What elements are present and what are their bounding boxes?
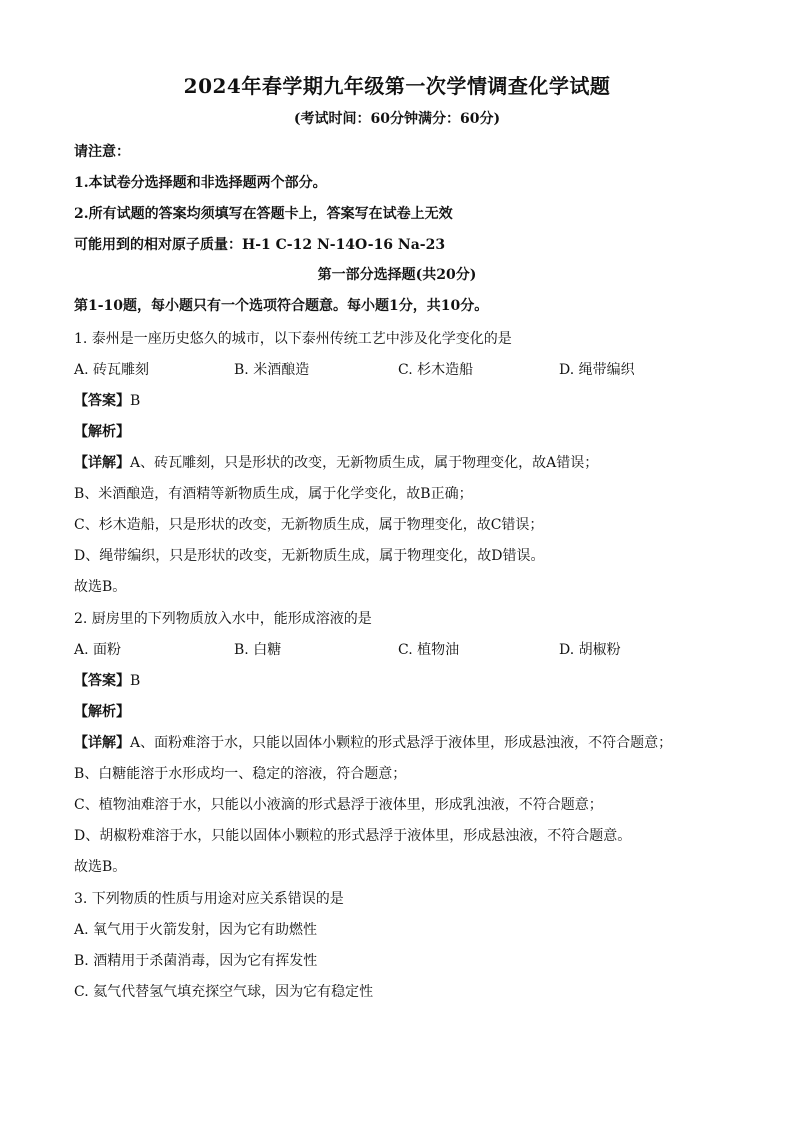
- question-2-analysis-label: 【解析】: [74, 704, 130, 720]
- question-3-option-b: B. 酒精用于杀菌消毒，因为它有挥发性: [74, 953, 318, 969]
- question-2-conclusion: 故选B。: [74, 859, 127, 875]
- question-1-option-c: C. 杉木造船: [398, 362, 474, 378]
- detail-label: 【详解】: [74, 455, 130, 471]
- question-1-option-d: D. 绳带编织: [559, 362, 635, 378]
- section-instruction: 第1-10题，每小题只有一个选项符合题意。每小题1分，共10分。: [74, 298, 489, 314]
- question-3-option-c: C. 氦气代替氢气填充探空气球，因为它有稳定性: [74, 984, 374, 1000]
- question-2-option-a: A. 面粉: [74, 642, 122, 658]
- detail-text: A、砖瓦雕刻，只是形状的改变，无新物质生成，属于物理变化，故A错误；: [130, 455, 599, 471]
- question-1-analysis-label: 【解析】: [74, 424, 130, 440]
- question-3-option-a: A. 氧气用于火箭发射，因为它有助燃性: [74, 922, 318, 938]
- detail-label: 【详解】: [74, 735, 130, 751]
- notice-item-2: 2.所有试题的答案均须填写在答题卡上，答案写在试卷上无效: [74, 206, 453, 222]
- notice-heading: 请注意：: [74, 144, 130, 160]
- page-title: 2024年春学期九年级第一次学情调查化学试题: [183, 74, 611, 98]
- question-2-option-c: C. 植物油: [398, 642, 460, 658]
- question-2-option-b: B. 白糖: [234, 642, 282, 658]
- question-1-detail-1: [74, 452, 598, 472]
- question-1-detail-4: D、绳带编织，只是形状的改变，无新物质生成，属于物理变化，故D错误。: [74, 548, 545, 564]
- answer-label: 【答案】: [74, 673, 130, 689]
- answer-value: B: [130, 673, 141, 689]
- question-1-detail-3: C、杉木造船，只是形状的改变，无新物质生成，属于物理变化，故C错误；: [74, 517, 544, 533]
- question-2-stem: 2. 厨房里的下列物质放入水中，能形成溶液的是: [74, 611, 372, 627]
- question-2-detail-4: D、胡椒粉难溶于水，只能以固体小颗粒的形式悬浮于液体里，形成悬浊液，不符合题意。: [74, 828, 632, 844]
- question-1-stem: 1. 泰州是一座历史悠久的城市，以下泰州传统工艺中涉及化学变化的是: [74, 331, 512, 347]
- question-2-answer: [74, 670, 140, 690]
- question-3-stem: 3. 下列物质的性质与用途对应关系错误的是: [74, 891, 344, 907]
- question-1-option-a: A. 砖瓦雕刻: [74, 362, 150, 378]
- atomic-masses: 可能用到的相对原子质量：H-1 C-12 N-14O-16 Na-23: [74, 237, 446, 253]
- question-2-option-d: D. 胡椒粉: [559, 642, 621, 658]
- question-1-conclusion: 故选B。: [74, 579, 127, 595]
- question-2-detail-3: C、植物油难溶于水，只能以小液滴的形式悬浮于液体里，形成乳浊液，不符合题意；: [74, 797, 603, 813]
- answer-label: 【答案】: [74, 393, 130, 409]
- detail-text: A、面粉难溶于水，只能以固体小颗粒的形式悬浮于液体里，形成悬浊液，不符合题意；: [130, 735, 673, 751]
- section-heading: 第一部分选择题(共20分): [317, 267, 477, 283]
- notice-item-1: 1.本试卷分选择题和非选择题两个部分。: [74, 175, 327, 191]
- question-1-option-b: B. 米酒酿造: [234, 362, 310, 378]
- question-2-detail-2: B、白糖能溶于水形成均一、稳定的溶液，符合题意；: [74, 766, 407, 782]
- question-1-answer: [74, 390, 140, 410]
- question-1-detail-2: B、米酒酿造，有酒精等新物质生成，属于化学变化，故B正确；: [74, 486, 473, 502]
- exam-subtitle: (考试时间：60分钟满分：60分): [293, 111, 501, 127]
- answer-value: B: [130, 393, 141, 409]
- question-2-detail-1: [74, 732, 672, 752]
